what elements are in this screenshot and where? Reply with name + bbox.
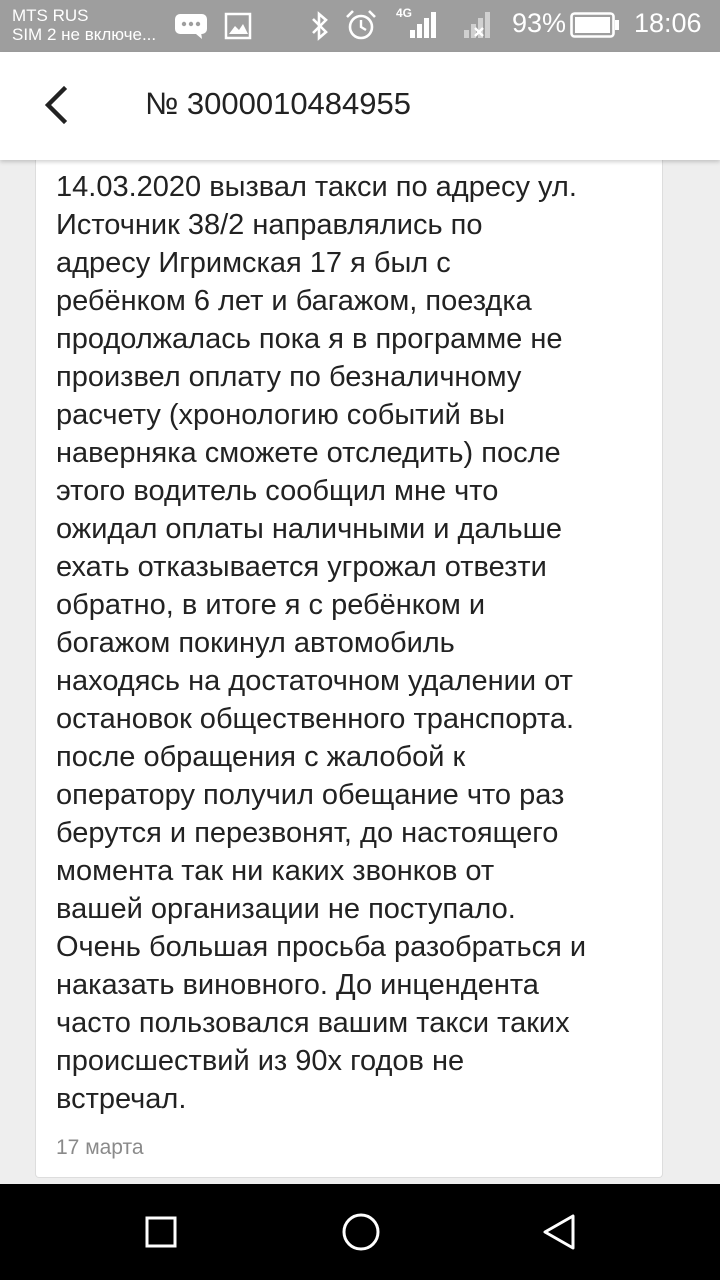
message-line: богажом покинул автомобиль (56, 627, 455, 659)
message-icon (174, 12, 208, 40)
message-line: вашей организации не поступало. (56, 893, 516, 925)
recents-square-icon (141, 1212, 181, 1252)
message-line: адресу Игримская 17 я был с (56, 247, 451, 279)
message-line: наказать виновного. До инцендента (56, 969, 539, 1001)
message-line: произвел оплату по безналичному (56, 361, 522, 393)
message-line: момента так ни каких звонков от (56, 855, 495, 887)
back-triangle-icon (538, 1212, 578, 1252)
home-button[interactable] (340, 1211, 382, 1253)
chevron-left-icon (30, 80, 80, 130)
message-text (56, 168, 656, 1118)
message-line: находясь на достаточном удалении от (56, 665, 573, 697)
navigation-bar (0, 1184, 720, 1280)
network-type: 4G (396, 6, 413, 20)
bluetooth-icon (308, 10, 332, 42)
recents-button[interactable] (141, 1212, 181, 1252)
carrier-name: MTS RUS (12, 6, 89, 25)
message-line: после обращения с жалобой к (56, 741, 466, 773)
message-line: остановок общественного транспорта. (56, 703, 575, 735)
message-line: ехать отказывается угрожал отвезти (56, 551, 547, 583)
message-line: происшествий из 90х годов не (56, 1045, 465, 1077)
message-line: расчету (хронологию событий вы (56, 399, 506, 431)
message-line: оператору получил обещание что раз (56, 779, 565, 811)
message-line: 14.03.2020 вызвал такси по адресу ул. (56, 171, 577, 203)
no-signal-icon (458, 12, 494, 40)
message-line: обратно, в итоге я с ребёнком и (56, 589, 486, 621)
message-line: часто пользовался вашим такси таких (56, 1007, 570, 1039)
message-line: Источник 38/2 направлялись по (56, 209, 483, 241)
page-title: № 3000010484955 (145, 86, 411, 121)
app-bar (0, 52, 720, 160)
alarm-icon (344, 8, 378, 42)
message-line: продолжалась пока я в программе не (56, 323, 563, 355)
clock: 18:06 (634, 8, 702, 38)
image-icon (224, 12, 252, 40)
back-nav-button[interactable] (538, 1212, 578, 1252)
message-line: Очень большая просьба разобраться и (56, 931, 587, 963)
message-line: этого водитель сообщил мне что (56, 475, 499, 507)
battery-icon (570, 12, 620, 38)
status-bar (0, 0, 720, 52)
sim2-status: SIM 2 не включе... (12, 25, 157, 44)
home-circle-icon (340, 1211, 382, 1253)
battery-percent: 93% (512, 8, 567, 38)
message-line: ожидал оплаты наличными и дальше (56, 513, 563, 545)
message-line: берутся и перезвонят, до настоящего (56, 817, 559, 849)
message-line: встречал. (56, 1083, 187, 1115)
back-button[interactable] (30, 80, 80, 130)
message-card (35, 160, 663, 1178)
carrier-info (12, 6, 156, 44)
message-line: ребёнком 6 лет и багажом, поездка (56, 285, 532, 317)
message-line: наверняка сможете отследить) после (56, 437, 561, 469)
signal-icon (396, 12, 440, 40)
message-date: 17 марта (56, 1136, 144, 1159)
